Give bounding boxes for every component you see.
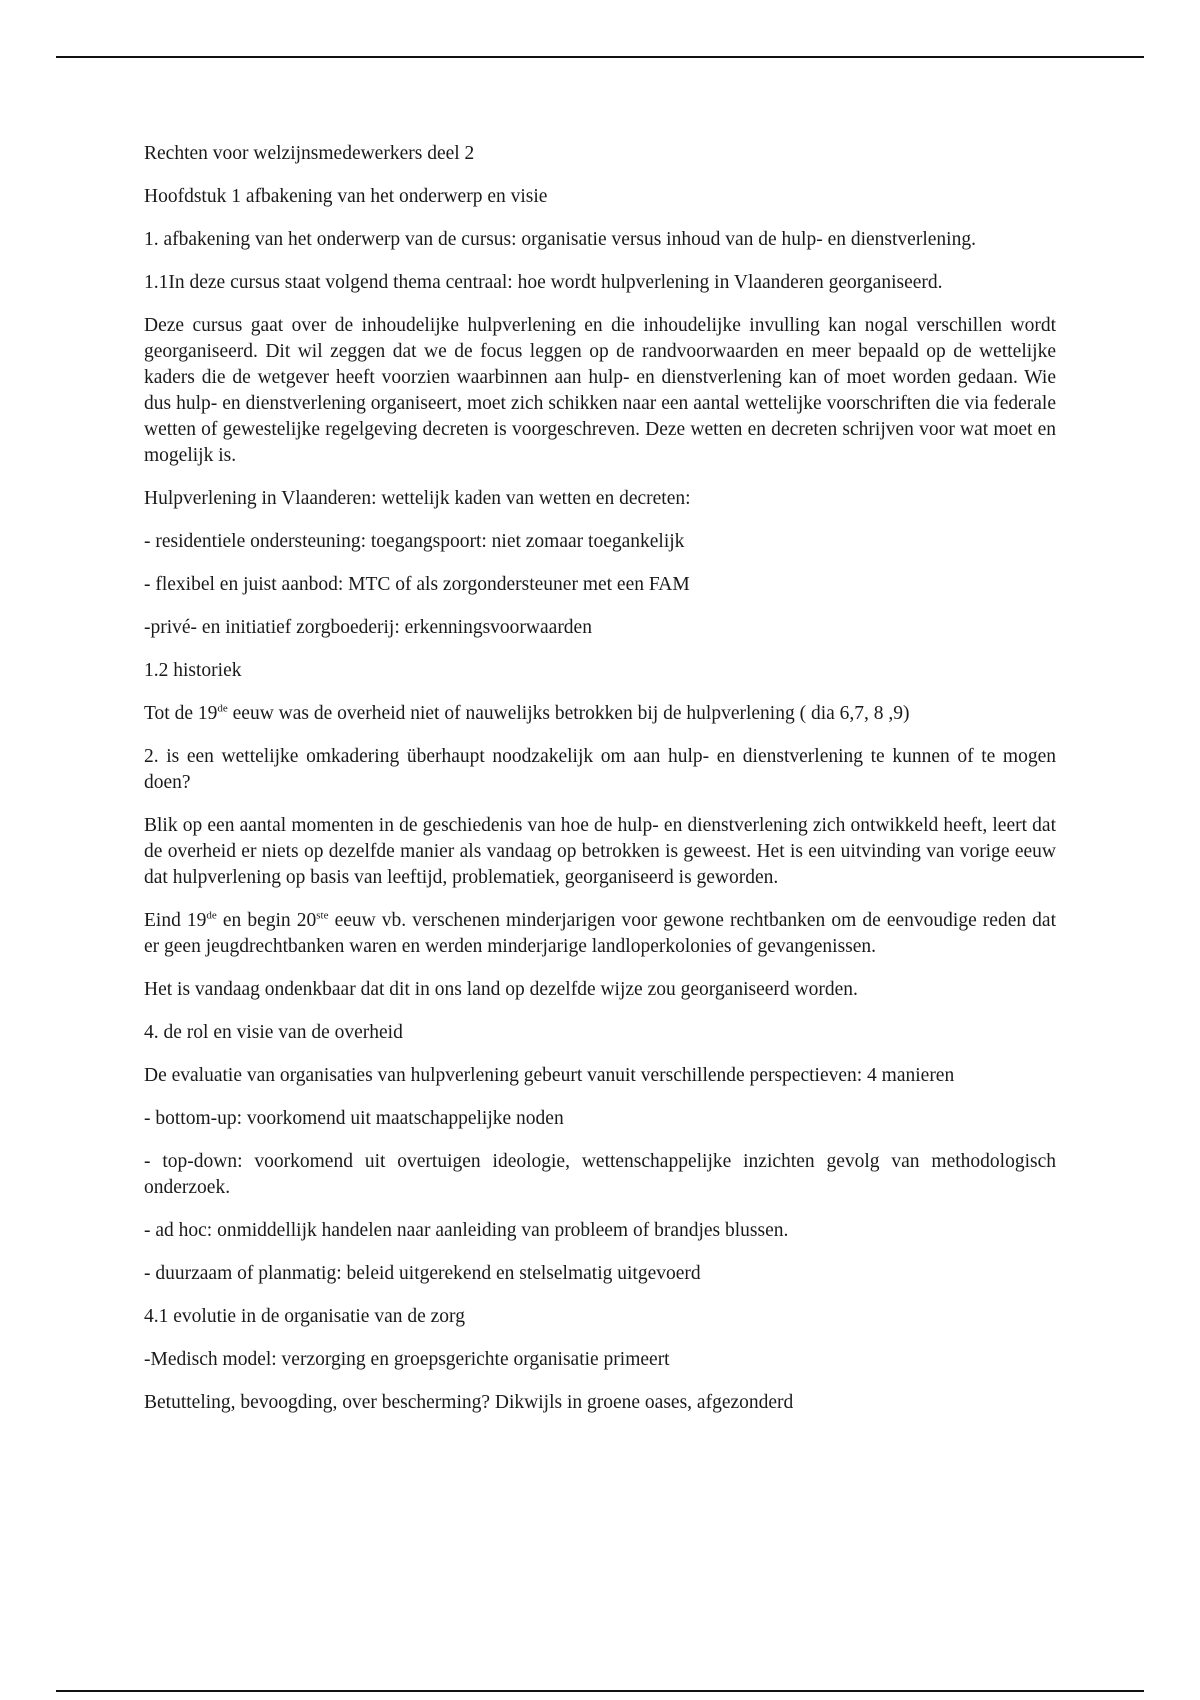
- section-1-1-heading: 1.1In deze cursus staat volgend thema centraal: hoe wordt hulpverlening in Vlaanderen georganiseerd.: [144, 272, 943, 293]
- minors-superscript-2: ste: [316, 909, 329, 922]
- list-item-flexible: - flexibel en juist aanbod: MTC of als zorgondersteuner met een FAM: [144, 574, 690, 595]
- history-line: [144, 701, 1056, 727]
- paragraph-legal-frame: Hulpverlening in Vlaanderen: wettelijk kaden van wetten en decreten:: [144, 488, 691, 509]
- history-text-before: Tot de 19: [144, 703, 218, 724]
- paragraph-unthinkable: Het is vandaag ondenkbaar dat dit in ons land op dezelfde wijze zou georganiseerd worden.: [144, 979, 858, 1000]
- history-superscript: de: [217, 702, 228, 715]
- list-item-top-down: - top-down: voorkomend uit overtuigen ideologie, wettenschappelijke inzichten gevolg van methodologisch onderzoek.: [144, 1151, 1056, 1198]
- list-item-bottom-up: - bottom-up: voorkomend uit maatschappelijke noden: [144, 1108, 564, 1129]
- section-4-heading: 4. de rol en visie van de overheid: [144, 1022, 403, 1043]
- document-title: Rechten voor welzijnsmedewerkers deel 2: [144, 143, 475, 164]
- minors-superscript-1: de: [206, 909, 217, 922]
- chapter-heading: Hoofdstuk 1 afbakening van het onderwerp en visie: [144, 186, 548, 207]
- section-1-heading: 1. afbakening van het onderwerp van de cursus: organisatie versus inhoud van de hulp- en dienstverlening.: [144, 229, 976, 250]
- paragraph-course-scope: Deze cursus gaat over de inhoudelijke hulpverlening en die inhoudelijke invulling kan nogal verschillen wordt georganiseerd. Dit wil zeggen dat we de focus leggen op de randvoorwaarden en meer bepaald op de wettelijke kaders die de wetgever heeft voorzien waarbinnen aan hulp- en dienstverlening kan of moet worden gedaan. Wie dus hulp- en dienstverlening organiseert, moet zich schikken naar een aantal wettelijke voorschriften die via federale wetten of gewestelijke regelgeving decreten is voorgeschreven. Deze wetten en decreten schrijven voor wat moet en mogelijk is.: [144, 315, 1056, 466]
- top-rule: [56, 56, 1144, 58]
- closing-line: Betutteling, bevoogding, over bescherming? Dikwijls in groene oases, afgezonderd: [144, 1392, 794, 1413]
- section-2-heading: 2. is een wettelijke omkadering überhaupt noodzakelijk om aan hulp- en dienstverlening te kunnen of te mogen doen?: [144, 746, 1056, 793]
- paragraph-evaluation: De evaluatie van organisaties van hulpverlening gebeurt vanuit verschillende perspectieven: 4 manieren: [144, 1065, 955, 1086]
- history-text-after: eeuw was de overheid niet of nauwelijks betrokken bij de hulpverlening ( dia 6,7, 8 ,9): [227, 703, 910, 724]
- paragraph-minors: [144, 908, 1056, 960]
- document-body: [144, 141, 1056, 1433]
- bottom-rule: [56, 1690, 1144, 1692]
- minors-text-3: eeuw vb. verschenen minderjarigen voor gewone rechtbanken om de eenvoudige reden dat er geen jeugdrechtbanken waren en werden minderjarige landloperkolonies of gevangenissen.: [144, 910, 1056, 957]
- section-1-2-heading: 1.2 historiek: [144, 660, 242, 681]
- list-item-ad-hoc: - ad hoc: onmiddellijk handelen naar aanleiding van probleem of brandjes blussen.: [144, 1220, 789, 1241]
- list-item-residential: - residentiele ondersteuning: toegangspoort: niet zomaar toegankelijk: [144, 531, 685, 552]
- section-4-1-heading: 4.1 evolutie in de organisatie van de zorg: [144, 1306, 465, 1327]
- medical-model-line: -Medisch model: verzorging en groepsgerichte organisatie primeert: [144, 1349, 670, 1370]
- paragraph-history-view: Blik op een aantal momenten in de geschiedenis van hoe de hulp- en dienstverlening zich ontwikkeld heeft, leert dat de overheid er niets op dezelfde manier als vandaag op betrokken is geweest. Het is een uitvinding van vorige eeuw dat hulpverlening op basis van leeftijd, problematiek, georganiseerd is geworden.: [144, 815, 1056, 888]
- list-item-private: -privé- en initiatief zorgboederij: erkenningsvoorwaarden: [144, 617, 592, 638]
- minors-text-2: en begin 20: [216, 910, 317, 931]
- minors-text-1: Eind 19: [144, 910, 207, 931]
- list-item-sustainable: - duurzaam of planmatig: beleid uitgerekend en stelselmatig uitgevoerd: [144, 1263, 701, 1284]
